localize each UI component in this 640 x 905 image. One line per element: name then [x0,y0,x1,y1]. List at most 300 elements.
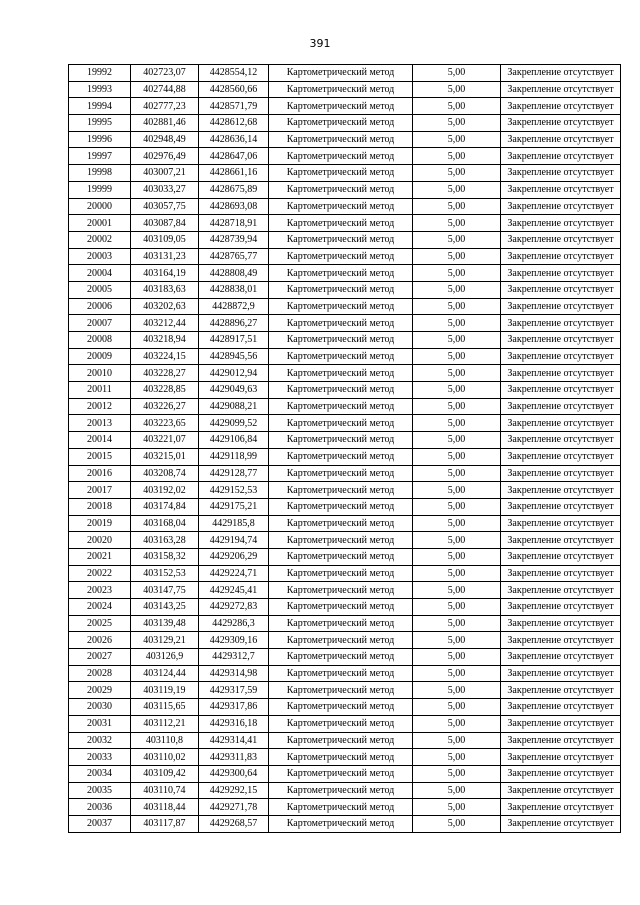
x-coordinate-cell: 403147,75 [131,582,199,599]
point-number-cell: 20026 [69,632,131,649]
accuracy-cell: 5,00 [413,815,501,832]
accuracy-cell: 5,00 [413,599,501,616]
method-cell: Картометрический метод [269,749,413,766]
method-cell: Картометрический метод [269,198,413,215]
y-coordinate-cell: 4429088,21 [199,398,269,415]
y-coordinate-cell: 4428647,06 [199,148,269,165]
table-row [69,565,621,582]
method-cell: Картометрический метод [269,815,413,832]
accuracy-cell: 5,00 [413,265,501,282]
y-coordinate-cell: 4429272,83 [199,599,269,616]
y-coordinate-cell: 4429316,18 [199,715,269,732]
accuracy-cell: 5,00 [413,281,501,298]
method-cell: Картометрический метод [269,465,413,482]
table-row [69,382,621,399]
x-coordinate-cell: 403115,65 [131,699,199,716]
y-coordinate-cell: 4428917,51 [199,332,269,349]
y-coordinate-cell: 4429245,41 [199,582,269,599]
y-coordinate-cell: 4428675,89 [199,181,269,198]
x-coordinate-cell: 403118,44 [131,799,199,816]
y-coordinate-cell: 4429175,21 [199,498,269,515]
coordinates-table-body [69,65,621,833]
method-cell: Картометрический метод [269,165,413,182]
fixation-cell: Закрепление отсутствует [501,799,621,816]
accuracy-cell: 5,00 [413,649,501,666]
x-coordinate-cell: 403208,74 [131,465,199,482]
point-number-cell: 20015 [69,448,131,465]
fixation-cell: Закрепление отсутствует [501,649,621,666]
fixation-cell: Закрепление отсутствует [501,432,621,449]
accuracy-cell: 5,00 [413,749,501,766]
accuracy-cell: 5,00 [413,115,501,132]
fixation-cell: Закрепление отсутствует [501,682,621,699]
x-coordinate-cell: 403110,74 [131,782,199,799]
fixation-cell: Закрепление отсутствует [501,815,621,832]
fixation-cell: Закрепление отсутствует [501,215,621,232]
accuracy-cell: 5,00 [413,398,501,415]
accuracy-cell: 5,00 [413,515,501,532]
y-coordinate-cell: 4429118,99 [199,448,269,465]
accuracy-cell: 5,00 [413,382,501,399]
fixation-cell: Закрепление отсутствует [501,532,621,549]
x-coordinate-cell: 403223,65 [131,415,199,432]
x-coordinate-cell: 403129,21 [131,632,199,649]
fixation-cell: Закрепление отсутствует [501,332,621,349]
method-cell: Картометрический метод [269,248,413,265]
table-row [69,198,621,215]
table-row [69,782,621,799]
table-row [69,799,621,816]
table-row [69,332,621,349]
table-row [69,532,621,549]
x-coordinate-cell: 403119,19 [131,682,199,699]
table-row [69,398,621,415]
table-row [69,815,621,832]
fixation-cell: Закрепление отсутствует [501,382,621,399]
point-number-cell: 20014 [69,432,131,449]
fixation-cell: Закрепление отсутствует [501,615,621,632]
table-row [69,165,621,182]
x-coordinate-cell: 403139,48 [131,615,199,632]
table-row [69,749,621,766]
x-coordinate-cell: 402976,49 [131,148,199,165]
fixation-cell: Закрепление отсутствует [501,565,621,582]
method-cell: Картометрический метод [269,181,413,198]
accuracy-cell: 5,00 [413,298,501,315]
method-cell: Картометрический метод [269,565,413,582]
point-number-cell: 20031 [69,715,131,732]
fixation-cell: Закрепление отсутствует [501,699,621,716]
fixation-cell: Закрепление отсутствует [501,315,621,332]
fixation-cell: Закрепление отсутствует [501,231,621,248]
table-row [69,615,621,632]
x-coordinate-cell: 402744,88 [131,81,199,98]
fixation-cell: Закрепление отсутствует [501,298,621,315]
fixation-cell: Закрепление отсутствует [501,65,621,82]
table-row [69,765,621,782]
accuracy-cell: 5,00 [413,165,501,182]
table-row [69,148,621,165]
method-cell: Картометрический метод [269,715,413,732]
table-row [69,448,621,465]
table-row [69,649,621,666]
accuracy-cell: 5,00 [413,582,501,599]
accuracy-cell: 5,00 [413,432,501,449]
table-row [69,98,621,115]
point-number-cell: 20020 [69,532,131,549]
table-row [69,599,621,616]
method-cell: Картометрический метод [269,115,413,132]
fixation-cell: Закрепление отсутствует [501,765,621,782]
accuracy-cell: 5,00 [413,231,501,248]
table-row [69,265,621,282]
accuracy-cell: 5,00 [413,198,501,215]
x-coordinate-cell: 403126,9 [131,649,199,666]
accuracy-cell: 5,00 [413,148,501,165]
y-coordinate-cell: 4428661,16 [199,165,269,182]
y-coordinate-cell: 4429317,59 [199,682,269,699]
point-number-cell: 19998 [69,165,131,182]
x-coordinate-cell: 403152,53 [131,565,199,582]
y-coordinate-cell: 4429314,98 [199,665,269,682]
method-cell: Картометрический метод [269,298,413,315]
point-number-cell: 20017 [69,482,131,499]
y-coordinate-cell: 4428838,01 [199,281,269,298]
y-coordinate-cell: 4429312,7 [199,649,269,666]
y-coordinate-cell: 4429128,77 [199,465,269,482]
table-row [69,699,621,716]
y-coordinate-cell: 4429286,3 [199,615,269,632]
table-row [69,415,621,432]
point-number-cell: 20032 [69,732,131,749]
point-number-cell: 20030 [69,699,131,716]
method-cell: Картометрический метод [269,315,413,332]
x-coordinate-cell: 403168,04 [131,515,199,532]
table-row [69,732,621,749]
x-coordinate-cell: 403212,44 [131,315,199,332]
fixation-cell: Закрепление отсутствует [501,181,621,198]
method-cell: Картометрический метод [269,448,413,465]
x-coordinate-cell: 403117,87 [131,815,199,832]
method-cell: Картометрический метод [269,281,413,298]
table-row [69,548,621,565]
fixation-cell: Закрепление отсутствует [501,81,621,98]
method-cell: Картометрический метод [269,548,413,565]
fixation-cell: Закрепление отсутствует [501,548,621,565]
method-cell: Картометрический метод [269,615,413,632]
x-coordinate-cell: 403124,44 [131,665,199,682]
x-coordinate-cell: 403057,75 [131,198,199,215]
method-cell: Картометрический метод [269,582,413,599]
x-coordinate-cell: 403183,63 [131,281,199,298]
fixation-cell: Закрепление отсутствует [501,115,621,132]
point-number-cell: 20013 [69,415,131,432]
point-number-cell: 20000 [69,198,131,215]
fixation-cell: Закрепление отсутствует [501,498,621,515]
method-cell: Картометрический метод [269,482,413,499]
y-coordinate-cell: 4429309,16 [199,632,269,649]
y-coordinate-cell: 4428765,77 [199,248,269,265]
point-number-cell: 20011 [69,382,131,399]
fixation-cell: Закрепление отсутствует [501,398,621,415]
x-coordinate-cell: 403174,84 [131,498,199,515]
table-row [69,181,621,198]
method-cell: Картометрический метод [269,532,413,549]
fixation-cell: Закрепление отсутствует [501,599,621,616]
method-cell: Картометрический метод [269,148,413,165]
table-row [69,498,621,515]
y-coordinate-cell: 4429206,29 [199,548,269,565]
x-coordinate-cell: 403007,21 [131,165,199,182]
accuracy-cell: 5,00 [413,548,501,565]
accuracy-cell: 5,00 [413,215,501,232]
point-number-cell: 20024 [69,599,131,616]
point-number-cell: 19997 [69,148,131,165]
method-cell: Картометрический метод [269,432,413,449]
point-number-cell: 20033 [69,749,131,766]
point-number-cell: 20019 [69,515,131,532]
table-row [69,715,621,732]
x-coordinate-cell: 403109,05 [131,231,199,248]
point-number-cell: 19995 [69,115,131,132]
method-cell: Картометрический метод [269,265,413,282]
accuracy-cell: 5,00 [413,532,501,549]
point-number-cell: 19992 [69,65,131,82]
y-coordinate-cell: 4428718,91 [199,215,269,232]
table-row [69,365,621,382]
method-cell: Картометрический метод [269,699,413,716]
x-coordinate-cell: 403110,8 [131,732,199,749]
accuracy-cell: 5,00 [413,315,501,332]
x-coordinate-cell: 403228,85 [131,382,199,399]
method-cell: Картометрический метод [269,599,413,616]
table-row [69,348,621,365]
table-row [69,665,621,682]
table-row [69,215,621,232]
y-coordinate-cell: 4429268,57 [199,815,269,832]
point-number-cell: 20035 [69,782,131,799]
y-coordinate-cell: 4429194,74 [199,532,269,549]
table-row [69,115,621,132]
y-coordinate-cell: 4429099,52 [199,415,269,432]
fixation-cell: Закрепление отсутствует [501,148,621,165]
method-cell: Картометрический метод [269,515,413,532]
y-coordinate-cell: 4428872,9 [199,298,269,315]
table-row [69,248,621,265]
point-number-cell: 20034 [69,765,131,782]
accuracy-cell: 5,00 [413,181,501,198]
table-row [69,682,621,699]
x-coordinate-cell: 403163,28 [131,532,199,549]
table-row [69,482,621,499]
y-coordinate-cell: 4428896,27 [199,315,269,332]
accuracy-cell: 5,00 [413,765,501,782]
point-number-cell: 20006 [69,298,131,315]
accuracy-cell: 5,00 [413,715,501,732]
method-cell: Картометрический метод [269,649,413,666]
fixation-cell: Закрепление отсутствует [501,732,621,749]
point-number-cell: 20037 [69,815,131,832]
accuracy-cell: 5,00 [413,699,501,716]
x-coordinate-cell: 403158,32 [131,548,199,565]
y-coordinate-cell: 4428945,56 [199,348,269,365]
y-coordinate-cell: 4428554,12 [199,65,269,82]
x-coordinate-cell: 403215,01 [131,448,199,465]
method-cell: Картометрический метод [269,365,413,382]
table-row [69,131,621,148]
table-row [69,632,621,649]
accuracy-cell: 5,00 [413,665,501,682]
point-number-cell: 20009 [69,348,131,365]
fixation-cell: Закрепление отсутствует [501,415,621,432]
accuracy-cell: 5,00 [413,448,501,465]
method-cell: Картометрический метод [269,665,413,682]
table-row [69,81,621,98]
accuracy-cell: 5,00 [413,498,501,515]
method-cell: Картометрический метод [269,415,413,432]
method-cell: Картометрический метод [269,632,413,649]
y-coordinate-cell: 4428739,94 [199,231,269,248]
y-coordinate-cell: 4428612,68 [199,115,269,132]
table-row [69,465,621,482]
accuracy-cell: 5,00 [413,799,501,816]
accuracy-cell: 5,00 [413,65,501,82]
table-row [69,231,621,248]
x-coordinate-cell: 403033,27 [131,181,199,198]
x-coordinate-cell: 403224,15 [131,348,199,365]
y-coordinate-cell: 4428808,49 [199,265,269,282]
y-coordinate-cell: 4428571,79 [199,98,269,115]
point-number-cell: 20005 [69,281,131,298]
y-coordinate-cell: 4429049,63 [199,382,269,399]
table-row [69,515,621,532]
method-cell: Картометрический метод [269,765,413,782]
accuracy-cell: 5,00 [413,615,501,632]
accuracy-cell: 5,00 [413,415,501,432]
x-coordinate-cell: 403164,19 [131,265,199,282]
method-cell: Картометрический метод [269,65,413,82]
x-coordinate-cell: 402948,49 [131,131,199,148]
accuracy-cell: 5,00 [413,81,501,98]
point-number-cell: 20023 [69,582,131,599]
point-number-cell: 20021 [69,548,131,565]
y-coordinate-cell: 4428693,08 [199,198,269,215]
fixation-cell: Закрепление отсутствует [501,265,621,282]
y-coordinate-cell: 4428636,14 [199,131,269,148]
point-number-cell: 20016 [69,465,131,482]
y-coordinate-cell: 4429185,8 [199,515,269,532]
accuracy-cell: 5,00 [413,131,501,148]
fixation-cell: Закрепление отсутствует [501,515,621,532]
method-cell: Картометрический метод [269,215,413,232]
fixation-cell: Закрепление отсутствует [501,632,621,649]
table-row [69,298,621,315]
x-coordinate-cell: 403202,63 [131,298,199,315]
coordinates-table [68,64,621,833]
y-coordinate-cell: 4429314,41 [199,732,269,749]
y-coordinate-cell: 4428560,66 [199,81,269,98]
method-cell: Картометрический метод [269,131,413,148]
method-cell: Картометрический метод [269,682,413,699]
point-number-cell: 20002 [69,231,131,248]
point-number-cell: 19994 [69,98,131,115]
x-coordinate-cell: 403143,25 [131,599,199,616]
point-number-cell: 20036 [69,799,131,816]
accuracy-cell: 5,00 [413,565,501,582]
method-cell: Картометрический метод [269,332,413,349]
y-coordinate-cell: 4429300,64 [199,765,269,782]
x-coordinate-cell: 403226,27 [131,398,199,415]
method-cell: Картометрический метод [269,398,413,415]
point-number-cell: 20003 [69,248,131,265]
point-number-cell: 20027 [69,649,131,666]
y-coordinate-cell: 4429292,15 [199,782,269,799]
point-number-cell: 19993 [69,81,131,98]
fixation-cell: Закрепление отсутствует [501,131,621,148]
fixation-cell: Закрепление отсутствует [501,165,621,182]
point-number-cell: 19999 [69,181,131,198]
x-coordinate-cell: 402777,23 [131,98,199,115]
fixation-cell: Закрепление отсутствует [501,348,621,365]
point-number-cell: 20004 [69,265,131,282]
method-cell: Картометрический метод [269,231,413,248]
accuracy-cell: 5,00 [413,682,501,699]
method-cell: Картометрический метод [269,732,413,749]
point-number-cell: 20029 [69,682,131,699]
fixation-cell: Закрепление отсутствует [501,365,621,382]
fixation-cell: Закрепление отсутствует [501,749,621,766]
page-number: 391 [309,37,331,50]
y-coordinate-cell: 4429317,86 [199,699,269,716]
accuracy-cell: 5,00 [413,365,501,382]
accuracy-cell: 5,00 [413,632,501,649]
fixation-cell: Закрепление отсутствует [501,665,621,682]
method-cell: Картометрический метод [269,98,413,115]
point-number-cell: 20008 [69,332,131,349]
accuracy-cell: 5,00 [413,482,501,499]
point-number-cell: 20001 [69,215,131,232]
point-number-cell: 20028 [69,665,131,682]
point-number-cell: 20012 [69,398,131,415]
y-coordinate-cell: 4429152,53 [199,482,269,499]
method-cell: Картометрический метод [269,498,413,515]
method-cell: Картометрический метод [269,348,413,365]
y-coordinate-cell: 4429311,83 [199,749,269,766]
x-coordinate-cell: 402881,46 [131,115,199,132]
fixation-cell: Закрепление отсутствует [501,448,621,465]
fixation-cell: Закрепление отсутствует [501,715,621,732]
fixation-cell: Закрепление отсутствует [501,281,621,298]
accuracy-cell: 5,00 [413,348,501,365]
table-row [69,582,621,599]
x-coordinate-cell: 403112,21 [131,715,199,732]
x-coordinate-cell: 403228,27 [131,365,199,382]
accuracy-cell: 5,00 [413,98,501,115]
x-coordinate-cell: 403192,02 [131,482,199,499]
y-coordinate-cell: 4429012,94 [199,365,269,382]
accuracy-cell: 5,00 [413,465,501,482]
accuracy-cell: 5,00 [413,732,501,749]
y-coordinate-cell: 4429271,78 [199,799,269,816]
fixation-cell: Закрепление отсутствует [501,582,621,599]
point-number-cell: 20007 [69,315,131,332]
fixation-cell: Закрепление отсутствует [501,198,621,215]
point-number-cell: 20022 [69,565,131,582]
x-coordinate-cell: 402723,07 [131,65,199,82]
fixation-cell: Закрепление отсутствует [501,248,621,265]
fixation-cell: Закрепление отсутствует [501,482,621,499]
fixation-cell: Закрепление отсутствует [501,98,621,115]
